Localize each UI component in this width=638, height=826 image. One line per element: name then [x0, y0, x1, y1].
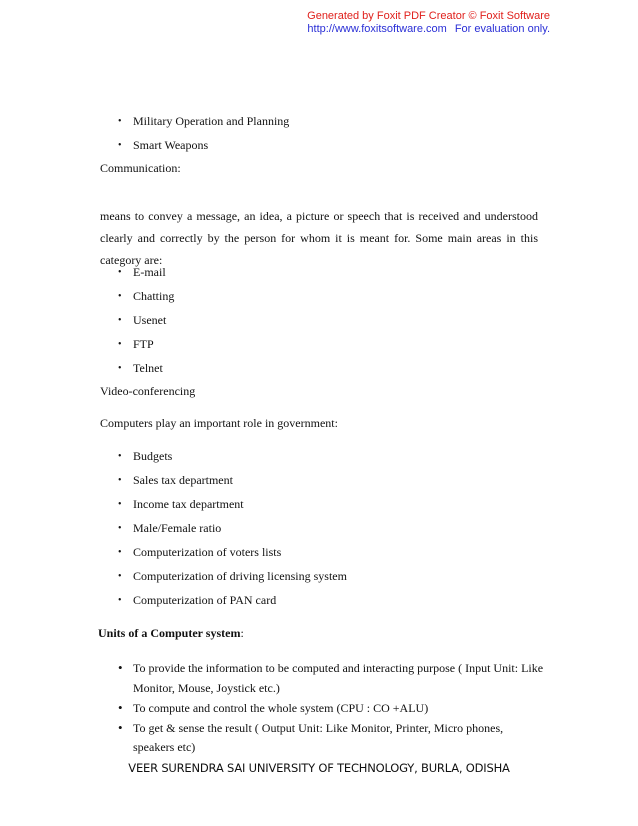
communication-heading: Communication: [100, 161, 181, 175]
list-item-continuation: Monitor, Mouse, Joystick etc.) [133, 681, 280, 695]
list-item: • To compute and control the whole system (CPU : CO +ALU) [118, 700, 429, 715]
bullet-icon: • [118, 547, 122, 558]
video-conferencing-text: Video-conferencing [100, 384, 196, 398]
bullet-icon: • [118, 523, 122, 534]
units-heading-text: Units of a Computer system [98, 626, 241, 640]
bullet-icon: • [118, 339, 122, 350]
bullet-icon: • [118, 571, 122, 582]
list-item: • Telnet [118, 361, 163, 375]
list-item: • To get & sense the result ( Output Unit: Like Monitor, Printer, Micro phones, [118, 720, 504, 735]
units-heading [98, 626, 244, 641]
list-item: • FTP [118, 337, 154, 351]
bullet-icon: • [118, 499, 122, 510]
units-heading-colon: : [240, 626, 244, 640]
list-item: • E-mail [118, 265, 166, 279]
bullet-icon: • [118, 475, 122, 486]
bullet-icon: • [118, 451, 122, 462]
bullet-icon: • [118, 660, 123, 675]
list-item: • Computerization of driving licensing system [118, 569, 347, 583]
list-item: • Chatting [118, 289, 175, 303]
bullet-icon: • [118, 291, 122, 302]
bullet-icon: • [118, 140, 122, 151]
list-item: • To provide the information to be computed and interacting purpose ( Input Unit: Like [118, 660, 544, 675]
bullet-icon: • [118, 363, 122, 374]
list-item: • Income tax department [118, 497, 244, 511]
watermark-title: Generated by Foxit PDF Creator © Foxit Software [307, 10, 550, 22]
list-item: • Budgets [118, 449, 173, 463]
list-item: • Military Operation and Planning [118, 114, 290, 128]
bullet-icon: • [118, 720, 123, 735]
page-footer: VEER SURENDRA SAI UNIVERSITY OF TECHNOLOGY, BURLA, ODISHA [128, 761, 510, 775]
communication-paragraph: means to convey a message, an idea, a picture or speech that is received and understood clearly and correctly by the person for whom it is meant for. Some main areas in this category are: [100, 209, 538, 267]
bullet-icon: • [118, 595, 122, 606]
watermark-url[interactable]: http://www.foxitsoftware.com [307, 23, 447, 35]
list-item-continuation: speakers etc) [133, 740, 196, 754]
list-item: • Usenet [118, 313, 167, 327]
list-item: • Sales tax department [118, 473, 233, 487]
list-item: • Male/Female ratio [118, 521, 222, 535]
list-item: • Smart Weapons [118, 138, 209, 152]
bullet-icon: • [118, 700, 123, 715]
government-heading: Computers play an important role in government: [100, 416, 338, 430]
list-item: • Computerization of PAN card [118, 593, 277, 607]
bullet-icon: • [118, 116, 122, 127]
bullet-icon: • [118, 315, 122, 326]
list-item: • Computerization of voters lists [118, 545, 282, 559]
watermark-note: For evaluation only. [454, 23, 550, 35]
bullet-icon: • [118, 267, 122, 278]
